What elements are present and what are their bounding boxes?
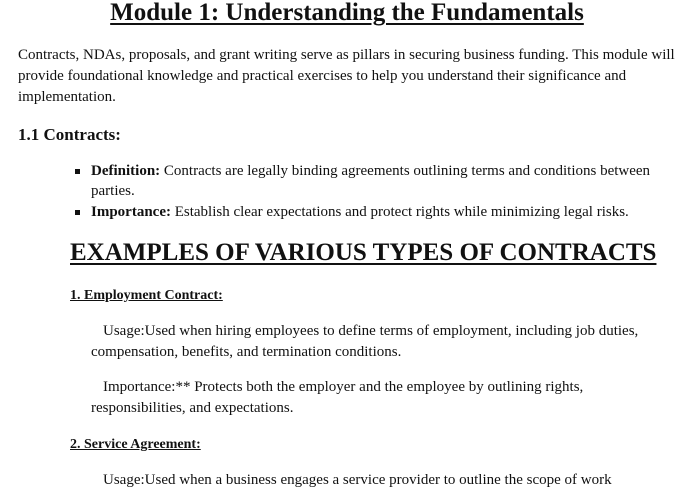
bullet-definition-label: Definition: [91,163,161,179]
employment-contract-heading: 1. Employment Contract: [70,288,223,303]
bullet-importance-text: Establish clear expectations and protect rights while minimizing legal risks. [170,204,629,220]
bullet-importance-label: Importance: [91,204,171,220]
page-title: Module 1: Understanding the Fundamentals [110,0,584,26]
bullet-definition-text: Contracts are legally binding agreements outlining terms and conditions between parties. [91,163,651,199]
employment-usage-paragraph: Usage:Used when hiring employees to define terms of employment, including job duties, compensation, benefits, and termination conditions. [91,323,639,360]
examples-heading: EXAMPLES OF VARIOUS TYPES OF CONTRACTS [70,239,657,266]
service-agreement-heading: 2. Service Agreement: [70,437,201,452]
employment-importance-paragraph: Importance:** Protects both the employer and the employee by outlining rights, responsibilities, and expectations. [91,379,584,416]
section-heading-contracts: 1.1 Contracts: [18,125,121,144]
bullet-importance [91,202,676,222]
service-usage-paragraph: Usage:Used when a business engages a service provider to outline the scope of work [103,472,612,488]
intro-paragraph: Contracts, NDAs, proposals, and grant writing serve as pillars in securing business funding. This module will provide foundational knowledge and practical exercises to help you understand their significance and implementation. [18,47,675,105]
bullet-definition [91,161,676,201]
contracts-bullet-list [91,161,676,223]
